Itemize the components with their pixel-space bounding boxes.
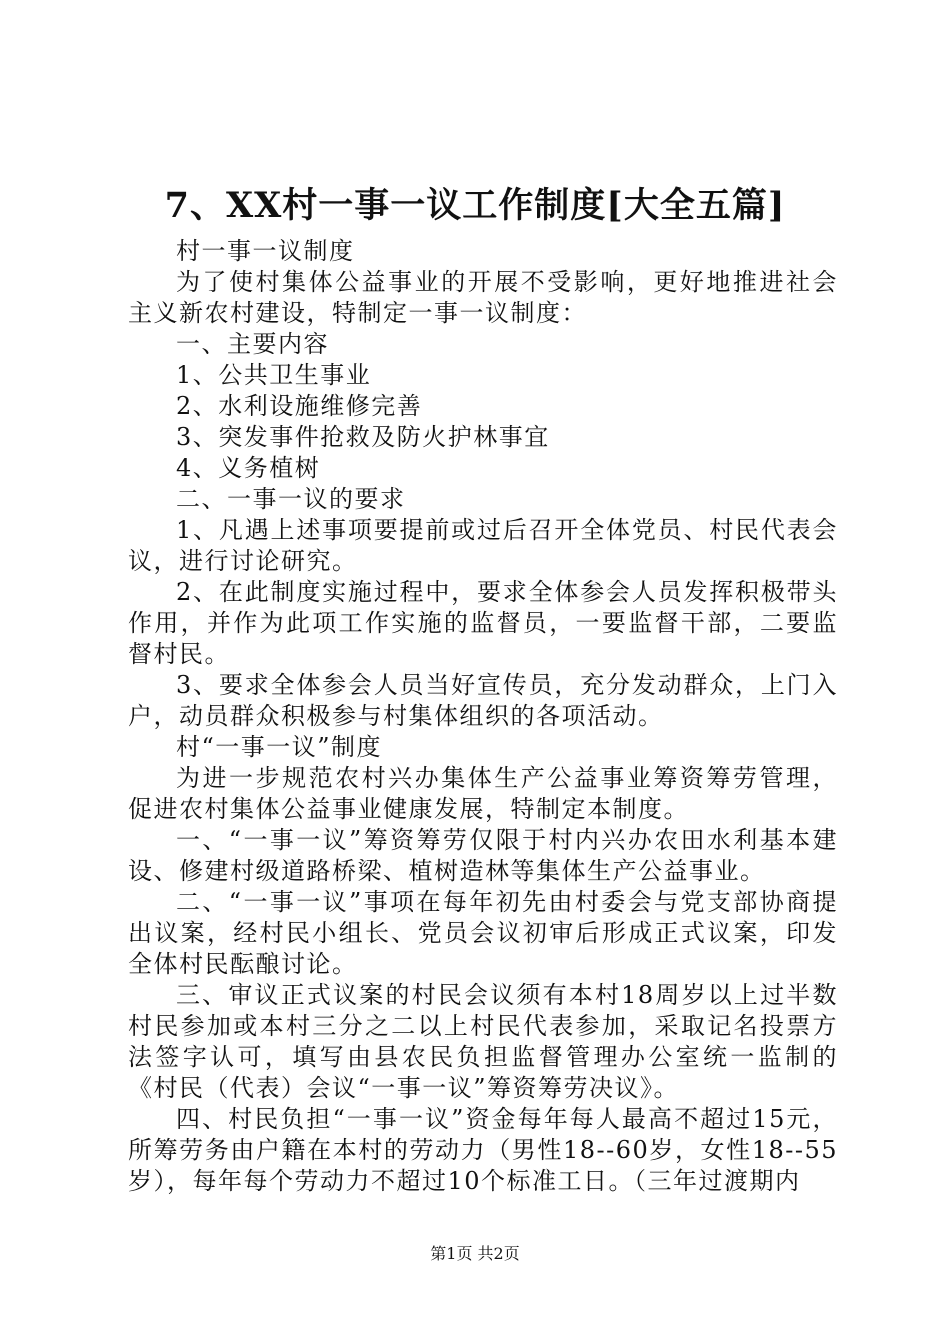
paragraph: 2、水利设施维修完善 (176, 392, 423, 420)
paragraph: 四、村民负担“一事一议”资金每年每人最高不超过15元，所筹劳务由户籍在本村的劳动力（男性18--60岁，女性18--55岁），每年每个劳动力不超过10个标准工日。（三年过渡期内 (128, 1105, 838, 1195)
paragraph: 一、主要内容 (176, 330, 329, 358)
paragraph: 为了使村集体公益事业的开展不受影响，更好地推进社会主义新农村建设，特制定一事一议制度： (128, 268, 838, 327)
paragraph: 一、“一事一议”筹资筹劳仅限于村内兴办农田水利基本建设、修建村级道路桥梁、植树造林等集体生产公益事业。 (128, 826, 838, 885)
paragraph: 2、在此制度实施过程中，要求全体参会人员发挥积极带头作用，并作为此项工作实施的监督员，一要监督干部，二要监督村民。 (128, 578, 838, 668)
paragraph: 二、“一事一议”事项在每年初先由村委会与党支部协商提出议案，经村民小组长、党员会议初审后形成正式议案，印发全体村民酝酿讨论。 (128, 888, 838, 978)
document-body (128, 236, 838, 1197)
paragraph: 3、突发事件抢救及防火护林事宜 (176, 423, 550, 451)
paragraph: 村一事一议制度 (176, 237, 355, 265)
paragraph: 4、义务植树 (176, 454, 321, 482)
paragraph: 三、审议正式议案的村民会议须有本村18周岁以上过半数村民参加或本村三分之二以上村民代表参加，采取记名投票方法签字认可，填写由县农民负担监督管理办公室统一监制的《村民（代表）会议“一事一议”筹资筹劳决议》。 (128, 981, 838, 1102)
paragraph: 村“一事一议”制度 (176, 733, 383, 761)
page-footer: 第1页 共2页 (430, 1244, 520, 1263)
paragraph: 3、要求全体参会人员当好宣传员，充分发动群众，上门入户，动员群众积极参与村集体组织的各项活动。 (128, 671, 838, 730)
paragraph: 1、凡遇上述事项要提前或过后召开全体党员、村民代表会议，进行讨论研究。 (128, 516, 838, 575)
paragraph: 为进一步规范农村兴办集体生产公益事业筹资筹劳管理，促进农村集体公益事业健康发展，特制定本制度。 (128, 764, 838, 823)
document-title: 7、XX村一事一议工作制度[大全五篇] (164, 185, 786, 226)
paragraph: 1、公共卫生事业 (176, 361, 372, 389)
paragraph: 二、一事一议的要求 (176, 485, 406, 513)
